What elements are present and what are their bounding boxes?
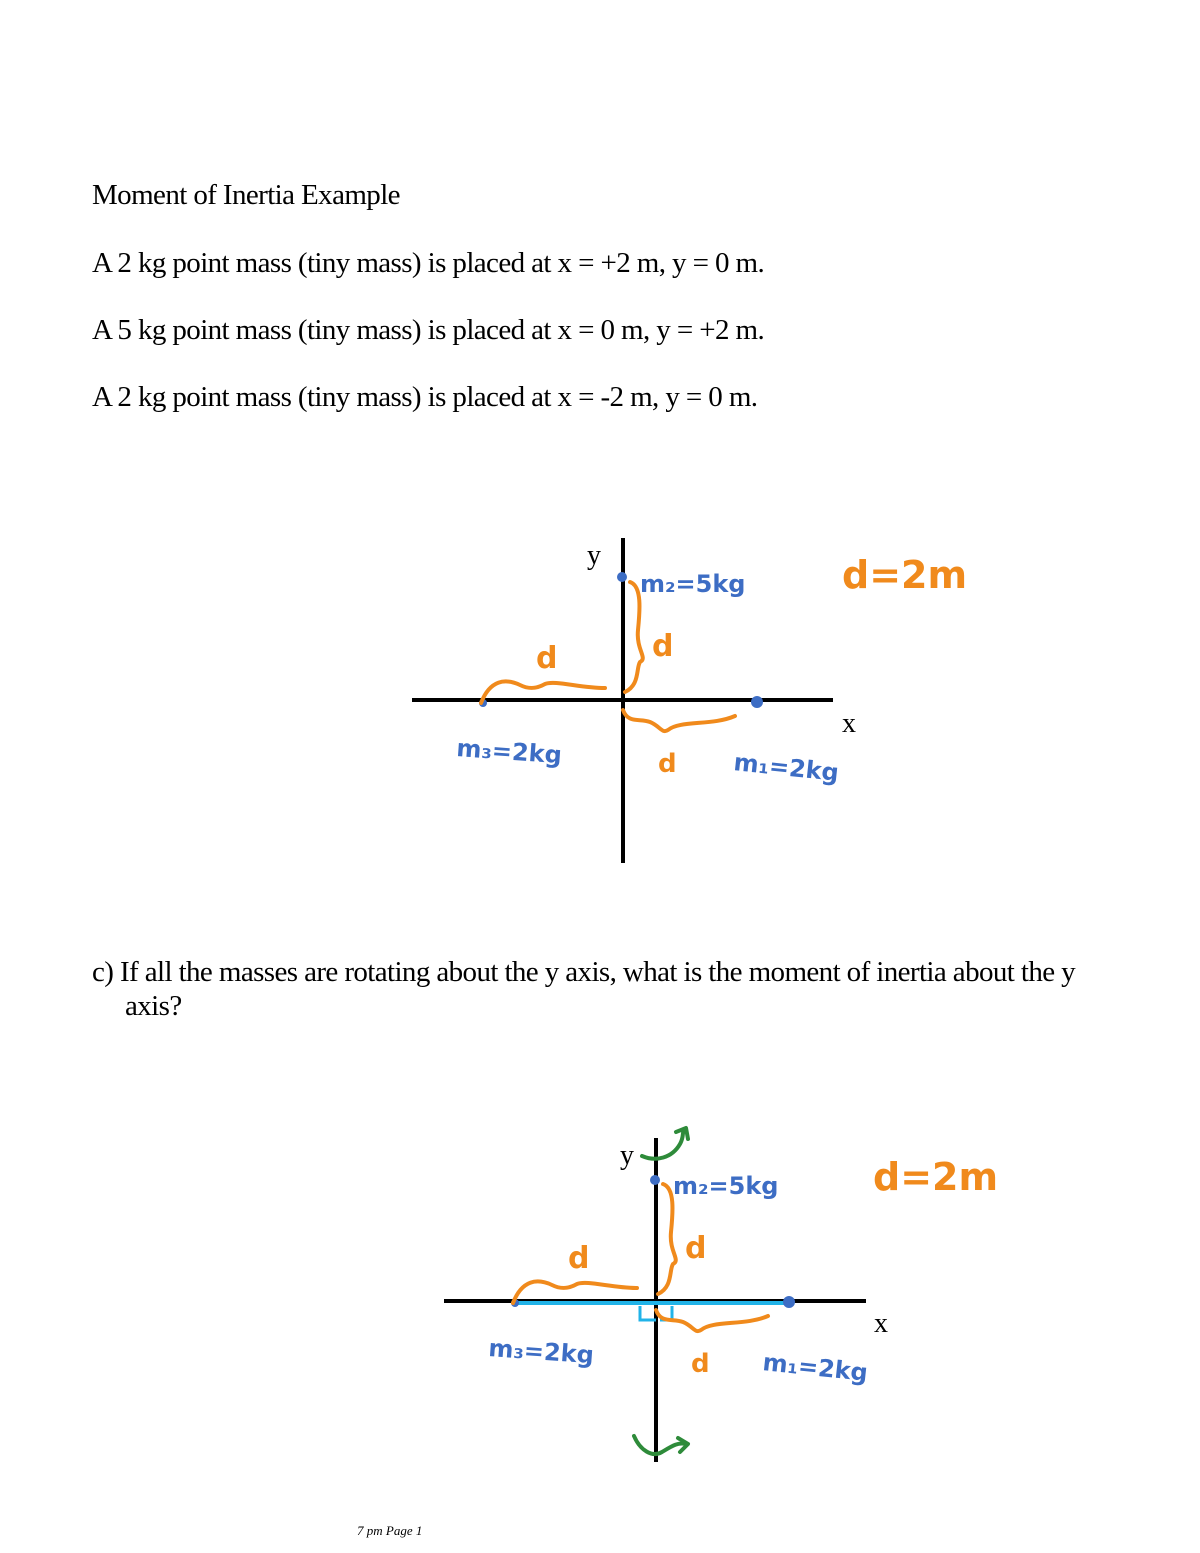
- question-text-continued: axis?: [125, 990, 182, 1022]
- d-label-left: d: [536, 641, 558, 676]
- mass-1-label: m₁=2kg: [761, 1348, 870, 1387]
- mass-3-label: m₃=2kg: [455, 734, 563, 770]
- d-label-left: d: [568, 1241, 590, 1276]
- problem-line-1: A 2 kg point mass (tiny mass) is placed at x = +2 m, y = 0 m.: [92, 247, 765, 279]
- page-footer: 7 pm Page 1: [357, 1523, 423, 1538]
- mass-3-label: m₃=2kg: [487, 1334, 595, 1370]
- rotation-arrow-top: [642, 1130, 684, 1159]
- mass-2-label: m₂=5kg: [640, 570, 746, 598]
- distance-note: d=2m: [842, 553, 968, 597]
- problem-line-2: A 5 kg point mass (tiny mass) is placed at x = 0 m, y = +2 m.: [92, 314, 765, 346]
- mass-2-dot: [617, 572, 627, 582]
- d-label-vertical: d: [652, 629, 674, 664]
- mass-2-label: m₂=5kg: [673, 1172, 779, 1200]
- x-axis-label: x: [842, 708, 856, 739]
- brace-vertical: [658, 1184, 676, 1294]
- mass-1-label: m₁=2kg: [732, 748, 841, 787]
- diagram-1: [0, 520, 1200, 900]
- d-label-right: d: [658, 749, 677, 779]
- mass-2-dot: [650, 1175, 660, 1185]
- y-axis-label: y: [620, 1140, 634, 1171]
- d-label-vertical: d: [685, 1231, 707, 1266]
- mass-1-dot: [751, 696, 763, 708]
- problem-line-3: A 2 kg point mass (tiny mass) is placed at x = -2 m, y = 0 m.: [92, 381, 758, 413]
- x-axis-label: x: [874, 1308, 888, 1339]
- right-angle-mark-left: [640, 1306, 656, 1320]
- brace-right: [623, 710, 735, 731]
- page-title: Moment of Inertia Example: [92, 179, 400, 211]
- mass-1-dot: [783, 1296, 795, 1308]
- distance-note: d=2m: [873, 1155, 999, 1199]
- question-c: [92, 955, 1075, 1023]
- d-label-right: d: [691, 1349, 710, 1379]
- question-text: c) If all the masses are rotating about the y axis, what is the moment of inertia about the y: [92, 956, 1076, 988]
- y-axis-label: y: [587, 540, 601, 571]
- diagram-2: [0, 1120, 1200, 1500]
- brace-vertical: [625, 582, 643, 692]
